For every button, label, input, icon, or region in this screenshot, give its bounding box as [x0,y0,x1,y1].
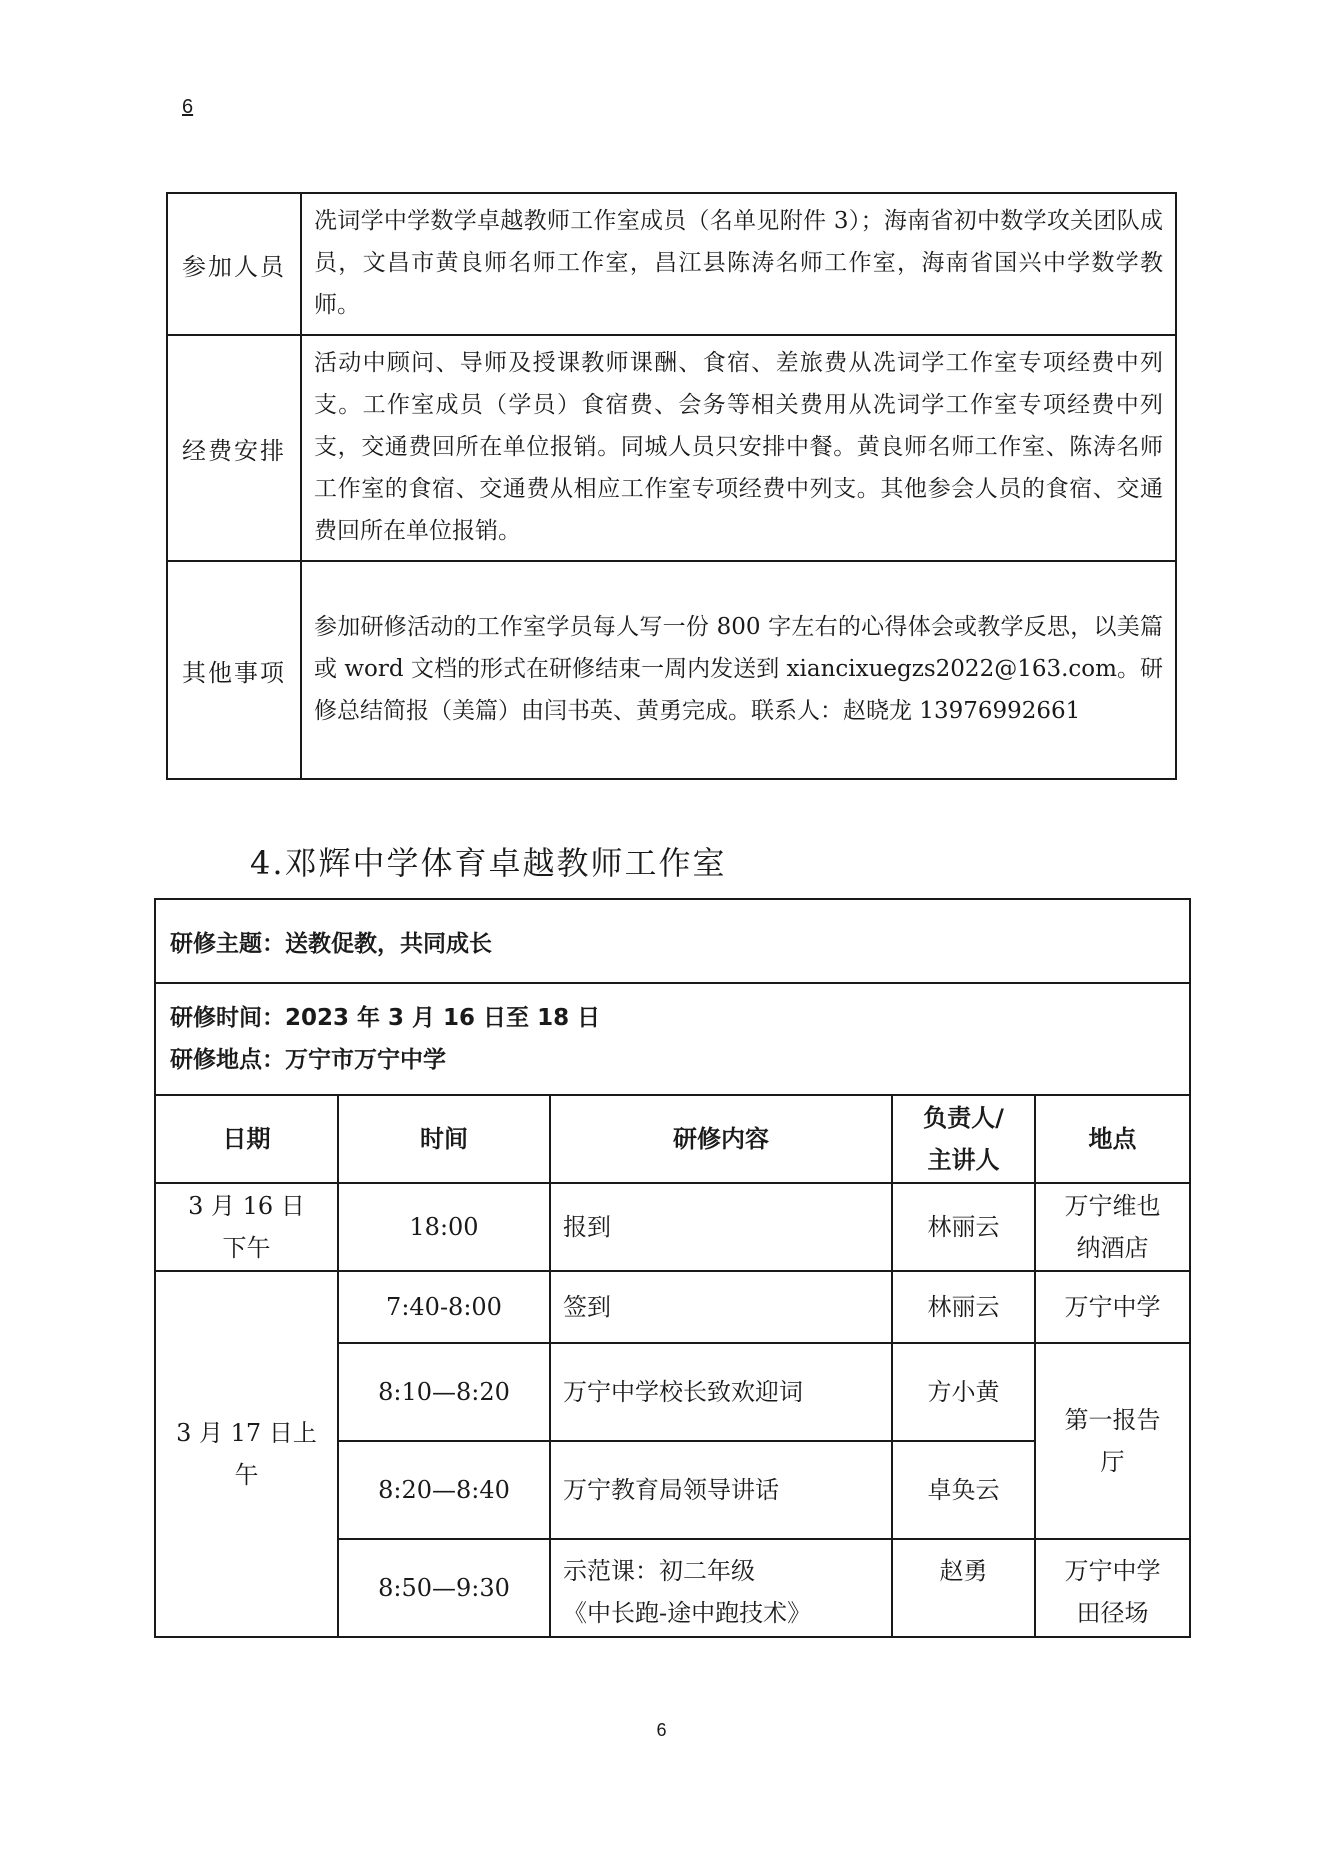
cell-location-line1: 第一报告 [1064,1406,1161,1434]
row-content-participants: 冼词学中学数学卓越教师工作室成员（名单见附件 3）；海南省初中数学攻关团队成员，文昌市黄良师名师工作室，昌江县陈涛名师工作室，海南省国兴中学数学教师。 [301,193,1176,335]
header-time: 时间 [338,1095,550,1183]
cell-location: 万宁中学 [1035,1271,1190,1343]
table-header-row [155,1095,1190,1183]
table-row [167,335,1176,561]
cell-content: 报到 [550,1183,892,1271]
table-row [167,561,1176,779]
table-row [167,193,1176,335]
header-person [892,1095,1035,1183]
header-location: 地点 [1035,1095,1190,1183]
cell-location-line2: 田径场 [1076,1599,1149,1627]
study-theme: 研修主题：送教促教，共同成长 [155,899,1190,983]
cell-content [550,1539,892,1637]
study-time: 研修时间：2023 年 3 月 16 日至 18 日 [170,1005,601,1031]
study-time-place [155,983,1190,1095]
row-content-other: 参加研修活动的工作室学员每人写一份 800 字左右的心得体会或教学反思，以美篇或 word 文档的形式在研修结束一周内发送到 xiancixuegzs2022@163.com。研修总结简报（美篇）由闫书英、黄勇完成。联系人：赵晓龙 13976992661 [301,561,1176,779]
cell-time: 18:00 [338,1183,550,1271]
cell-content: 签到 [550,1271,892,1343]
cell-person: 方小黄 [892,1343,1035,1441]
page-number-top: 6 [182,96,194,118]
cell-date-line1: 3 月 16 日 [188,1192,305,1220]
cell-location [1035,1183,1190,1271]
cell-content-line1: 示范课：初二年级 [563,1557,755,1585]
table-row [155,983,1190,1095]
cell-location-line2: 纳酒店 [1076,1234,1149,1262]
header-date: 日期 [155,1095,338,1183]
row-content-funding: 活动中顾问、导师及授课教师课酬、食宿、差旅费从冼词学工作室专项经费中列支。工作室成员（学员）食宿费、会务等相关费用从冼词学工作室专项经费中列支，交通费回所在单位报销。同城人员只安排中餐。黄良师名师工作室、陈涛名师工作室的食宿、交通费从相应工作室专项经费中列支。其他参会人员的食宿、交通费回所在单位报销。 [301,335,1176,561]
cell-time: 8:20—8:40 [338,1441,550,1539]
cell-date-line2: 午 [234,1461,259,1489]
cell-time: 8:10—8:20 [338,1343,550,1441]
table-row [155,1271,1190,1343]
cell-person: 赵勇 [892,1539,1035,1637]
cell-time: 7:40-8:00 [338,1271,550,1343]
cell-person: 林丽云 [892,1183,1035,1271]
cell-location-line2: 厅 [1100,1448,1125,1476]
table-row [155,1183,1190,1271]
cell-date-line2: 下午 [222,1234,271,1262]
row-label-other: 其他事项 [167,561,301,779]
cell-location-line1: 万宁中学 [1064,1557,1161,1585]
cell-person: 卓奂云 [892,1441,1035,1539]
header-person-line1: 负责人/ [923,1104,1004,1132]
cell-content-line2: 《中长跑-途中跑技术》 [563,1599,812,1627]
schedule-table [154,898,1191,1638]
cell-location [1035,1539,1190,1637]
cell-content: 万宁中学校长致欢迎词 [550,1343,892,1441]
cell-location [1035,1343,1190,1539]
table-row [155,899,1190,983]
cell-date-line1: 3 月 17 日上 [176,1419,317,1447]
study-place: 研修地点：万宁市万宁中学 [170,1047,446,1073]
cell-date [155,1271,338,1637]
cell-location-line1: 万宁维也 [1064,1192,1161,1220]
row-label-funding: 经费安排 [167,335,301,561]
section-heading: 4.邓辉中学体育卓越教师工作室 [250,844,727,882]
cell-content: 万宁教育局领导讲话 [550,1441,892,1539]
cell-date [155,1183,338,1271]
funding-details-table [166,192,1177,780]
cell-person: 林丽云 [892,1271,1035,1343]
row-label-participants: 参加人员 [167,193,301,335]
cell-time: 8:50—9:30 [338,1539,550,1637]
page-number-bottom: 6 [656,1720,667,1740]
header-content: 研修内容 [550,1095,892,1183]
header-person-line2: 主讲人 [927,1146,1000,1174]
